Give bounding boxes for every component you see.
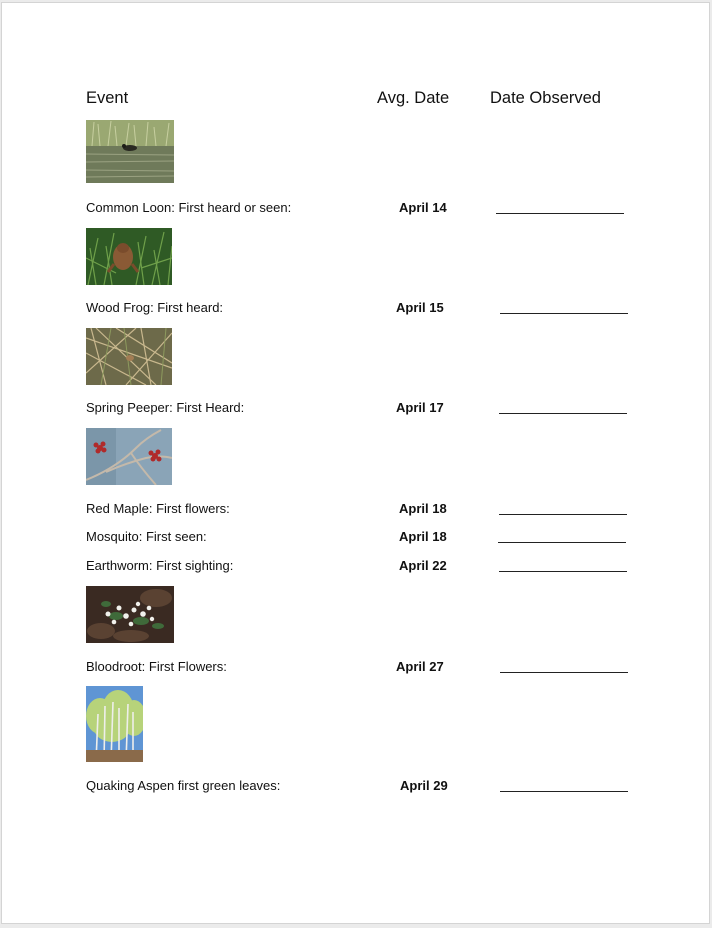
date-observed-line[interactable] bbox=[500, 313, 628, 314]
red-maple-flowers-photo bbox=[86, 428, 172, 485]
event-label: Mosquito: First seen: bbox=[86, 529, 207, 544]
column-header-event: Event bbox=[86, 89, 129, 107]
avg-date-value: April 18 bbox=[399, 501, 447, 516]
document-page bbox=[1, 2, 710, 924]
avg-date-value: April 14 bbox=[399, 200, 447, 215]
event-label: Quaking Aspen first green leaves: bbox=[86, 778, 281, 793]
avg-date-value: April 22 bbox=[399, 558, 447, 573]
bloodroot-photo bbox=[86, 586, 174, 643]
quaking-aspen-photo bbox=[86, 686, 143, 762]
date-observed-line[interactable] bbox=[499, 413, 627, 414]
date-observed-line[interactable] bbox=[498, 542, 626, 543]
avg-date-value: April 15 bbox=[396, 300, 444, 315]
column-header-date-observed: Date Observed bbox=[490, 89, 601, 107]
avg-date-value: April 17 bbox=[396, 400, 444, 415]
event-label: Bloodroot: First Flowers: bbox=[86, 659, 227, 674]
event-label: Common Loon: First heard or seen: bbox=[86, 200, 292, 215]
date-observed-line[interactable] bbox=[499, 514, 627, 515]
date-observed-line[interactable] bbox=[499, 571, 627, 572]
date-observed-line[interactable] bbox=[500, 791, 628, 792]
wood-frog-photo bbox=[86, 228, 172, 285]
event-label: Spring Peeper: First Heard: bbox=[86, 400, 245, 415]
date-observed-line[interactable] bbox=[496, 213, 624, 214]
loon-pond-photo bbox=[86, 120, 174, 183]
event-label: Earthworm: First sighting: bbox=[86, 558, 234, 573]
event-label: Wood Frog: First heard: bbox=[86, 300, 224, 315]
event-label: Red Maple: First flowers: bbox=[86, 501, 230, 516]
spring-peeper-photo bbox=[86, 328, 172, 385]
avg-date-value: April 27 bbox=[396, 659, 444, 674]
avg-date-value: April 18 bbox=[399, 529, 447, 544]
date-observed-line[interactable] bbox=[500, 672, 628, 673]
avg-date-value: April 29 bbox=[400, 778, 448, 793]
column-header-avg-date: Avg. Date bbox=[377, 89, 450, 107]
